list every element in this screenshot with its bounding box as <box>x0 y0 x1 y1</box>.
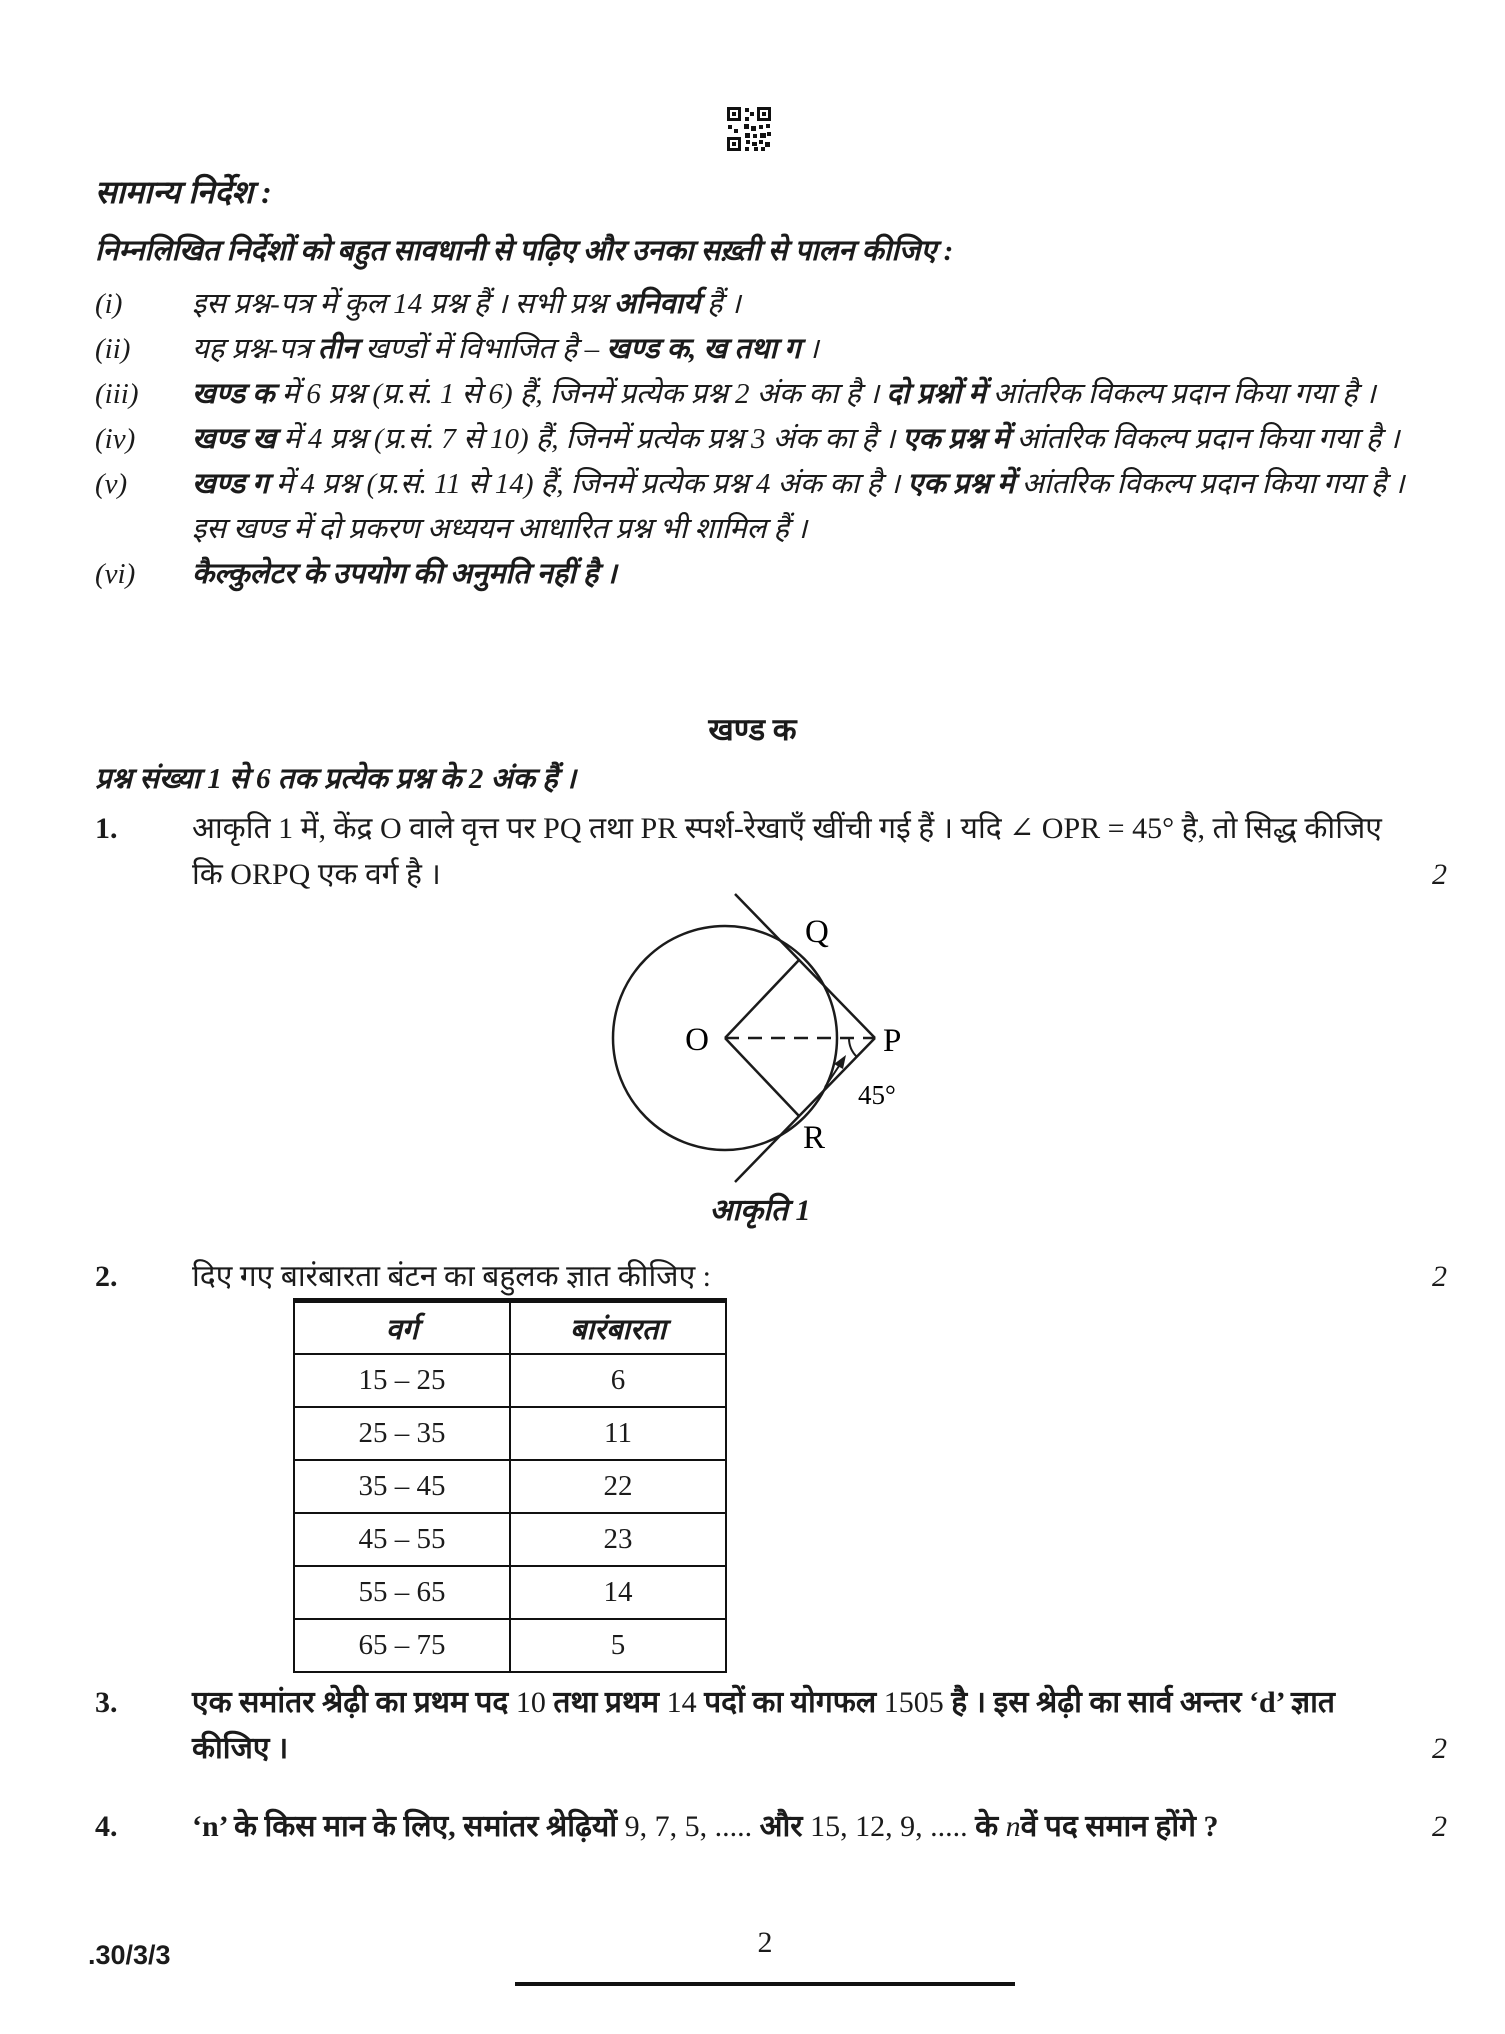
instruction-item <box>95 462 1443 552</box>
text-run: ‘n’ के किस मान के लिए, समांतर श्रेढ़ियों <box>192 1810 625 1843</box>
question-marks: 2 <box>1432 1810 1447 1843</box>
label-Q: Q <box>805 914 829 950</box>
text-run: आंतरिक विकल्प प्रदान किया गया है । <box>985 378 1376 410</box>
text-run: हैं । <box>699 288 741 320</box>
text-run: 10 <box>515 1686 554 1719</box>
text-run: एक प्रश्न में <box>907 468 1015 500</box>
class-interval-cell: 45 – 55 <box>294 1513 510 1566</box>
question1-figure <box>575 880 945 1192</box>
text-run: 15, 12, 9, ..... <box>810 1810 976 1843</box>
qr-code-icon <box>726 106 772 152</box>
tangent-PR <box>735 1038 875 1182</box>
text-run: दो प्रश्नों में <box>886 378 986 410</box>
frequency-cell: 5 <box>510 1619 726 1672</box>
text-run: तथा प्रथम <box>553 1686 667 1719</box>
figure-caption: आकृति 1 <box>709 1194 811 1227</box>
table-row <box>294 1619 726 1672</box>
question-number: 3. <box>95 1686 118 1719</box>
frequency-cell: 23 <box>510 1513 726 1566</box>
frequency-cell: 22 <box>510 1460 726 1513</box>
frequency-cell: 14 <box>510 1566 726 1619</box>
text-run: अनिवार्य <box>613 288 700 320</box>
table-row <box>294 1354 726 1407</box>
question-number: 2. <box>95 1260 118 1293</box>
text-run: में 6 प्रश्न (प्र.सं. 1 से 6) हैं, जिनमें प्रत्येक प्रश्न 2 अंक का है । <box>274 378 887 410</box>
column-header-class: वर्ग <box>294 1301 510 1355</box>
text-run: दिए गए बारंबारता बंटन का बहुलक ज्ञात कीजिए : <box>192 1260 711 1293</box>
text-run: खण्ड ख <box>192 423 276 455</box>
question-3 <box>95 1680 1447 1772</box>
question-text <box>192 1254 1392 1300</box>
text-run: पदों का योगफल <box>704 1686 884 1719</box>
general-instructions <box>95 170 1443 597</box>
footer-rule <box>515 1982 1015 1986</box>
section-a-heading: खण्ड क <box>708 712 797 747</box>
text-run: आकृति 1 में, केंद्र O वाले वृत्त पर PQ तथा PR स्पर्श-रेखाएँ खींची गई हैं । यदि ∠ OPR = 45° है, तो सिद्ध कीजिए कि ORPQ एक वर्ग है । <box>192 812 1382 891</box>
class-interval-cell: 25 – 35 <box>294 1407 510 1460</box>
text-run: यह प्रश्न-पत्र <box>192 333 318 365</box>
text-run: खण्डों में विभाजित है – <box>358 333 607 365</box>
text-run: खण्ड क, ख तथा ग <box>606 333 801 365</box>
column-header-frequency: बारंबारता <box>510 1301 726 1355</box>
text-run: । <box>800 333 819 365</box>
paper-code: .30/3/3 <box>88 1940 171 1970</box>
page-number: 2 <box>757 1926 773 1959</box>
table-row <box>294 1460 726 1513</box>
text-run: 9, 7, 5, ..... <box>624 1810 760 1843</box>
instruction-item-number: (vi) <box>95 558 136 590</box>
question-4 <box>95 1804 1447 1850</box>
text-run: खण्ड क <box>192 378 275 410</box>
instruction-item <box>95 552 1443 597</box>
frequency-cell: 11 <box>510 1407 726 1460</box>
instruction-item-text <box>192 417 1443 462</box>
question-text <box>192 1804 1392 1850</box>
text-run: नहीं <box>536 558 576 590</box>
instruction-item-number: (iv) <box>95 423 136 455</box>
question-marks: 2 <box>1432 858 1447 891</box>
label-O: O <box>685 1022 709 1058</box>
text-run: आंतरिक विकल्प प्रदान किया गया है । इस खण्ड में दो प्रकरण अध्ययन आधारित प्रश्न भी शामिल हैं । <box>192 468 1405 545</box>
frequency-table <box>293 1298 727 1673</box>
label-angle-45: 45° <box>858 1080 896 1110</box>
section-a-note: प्रश्न संख्या 1 से 6 तक प्रत्येक प्रश्न के 2 अंक हैं । <box>95 763 576 795</box>
radius-OR <box>725 1038 799 1116</box>
instruction-item-text <box>192 282 1443 327</box>
class-interval-cell: 35 – 45 <box>294 1460 510 1513</box>
text-run: तीन <box>317 333 359 365</box>
table-row <box>294 1407 726 1460</box>
text-run: एक प्रश्न में <box>902 423 1010 455</box>
circle-tangents-diagram <box>575 880 945 1192</box>
text-run: 1505 <box>883 1686 952 1719</box>
radius-OQ <box>725 960 799 1038</box>
label-P: P <box>883 1023 902 1059</box>
text-run: और <box>759 1810 811 1843</box>
label-R: R <box>803 1120 826 1156</box>
instruction-item <box>95 417 1443 462</box>
text-run: इस प्रश्न-पत्र में कुल 14 प्रश्न हैं । सभी प्रश्न <box>192 288 614 320</box>
question-marks: 2 <box>1432 1732 1447 1765</box>
text-run: है । <box>575 558 617 590</box>
instruction-item-number: (v) <box>95 468 128 500</box>
question-number: 1. <box>95 812 118 845</box>
text-run: है । इस श्रेढ़ी का सार्व अन्तर ‘d’ ज्ञात कीजिए । <box>192 1686 1336 1765</box>
text-run: 14 <box>666 1686 705 1719</box>
text-run: कैल्कुलेटर के उपयोग की अनुमति <box>192 558 537 590</box>
class-interval-cell: 15 – 25 <box>294 1354 510 1407</box>
text-run: के <box>975 1810 1006 1843</box>
instruction-item-text <box>192 462 1443 552</box>
table-header-row <box>294 1301 726 1355</box>
text-run: में 4 प्रश्न (प्र.सं. 7 से 10) हैं, जिनमें प्रत्येक प्रश्न 3 अंक का है । <box>275 423 903 455</box>
question-marks: 2 <box>1432 1260 1447 1293</box>
frequency-cell: 6 <box>510 1354 726 1407</box>
instruction-item <box>95 327 1443 372</box>
instruction-item <box>95 372 1443 417</box>
table-row <box>294 1566 726 1619</box>
qr-code-graphic <box>726 106 772 152</box>
text-run: n <box>1005 1810 1021 1843</box>
text-run: एक समांतर श्रेढ़ी का प्रथम पद <box>192 1686 516 1719</box>
angle-arc <box>849 1038 857 1057</box>
class-interval-cell: 55 – 65 <box>294 1566 510 1619</box>
text-run: वें पद समान होंगे ? <box>1020 1810 1219 1843</box>
instruction-item-text <box>192 372 1443 417</box>
class-interval-cell: 65 – 75 <box>294 1619 510 1672</box>
instruction-item-number: (iii) <box>95 378 139 410</box>
question-2 <box>95 1254 1447 1300</box>
table-row <box>294 1513 726 1566</box>
text-run: आंतरिक विकल्प प्रदान किया गया है । <box>1009 423 1400 455</box>
instruction-item-text <box>192 327 1443 372</box>
text-run: में 4 प्रश्न (प्र.सं. 11 से 14) हैं, जिनमें प्रत्येक प्रश्न 4 अंक का है । <box>268 468 908 500</box>
question-number: 4. <box>95 1810 118 1843</box>
instructions-heading: सामान्य निर्देश : <box>95 174 272 210</box>
table-body <box>294 1354 726 1672</box>
instruction-item <box>95 282 1443 327</box>
instructions-intro: निम्नलिखित निर्देशों को बहुत सावधानी से पढ़िए और उनका सख़्ती से पालन कीजिए : <box>95 235 954 267</box>
instruction-item-text <box>192 552 1443 597</box>
question-text <box>192 1680 1392 1772</box>
instruction-item-number: (ii) <box>95 333 131 365</box>
text-run: खण्ड ग <box>192 468 269 500</box>
instructions-list <box>95 282 1443 597</box>
instruction-item-number: (i) <box>95 288 123 320</box>
